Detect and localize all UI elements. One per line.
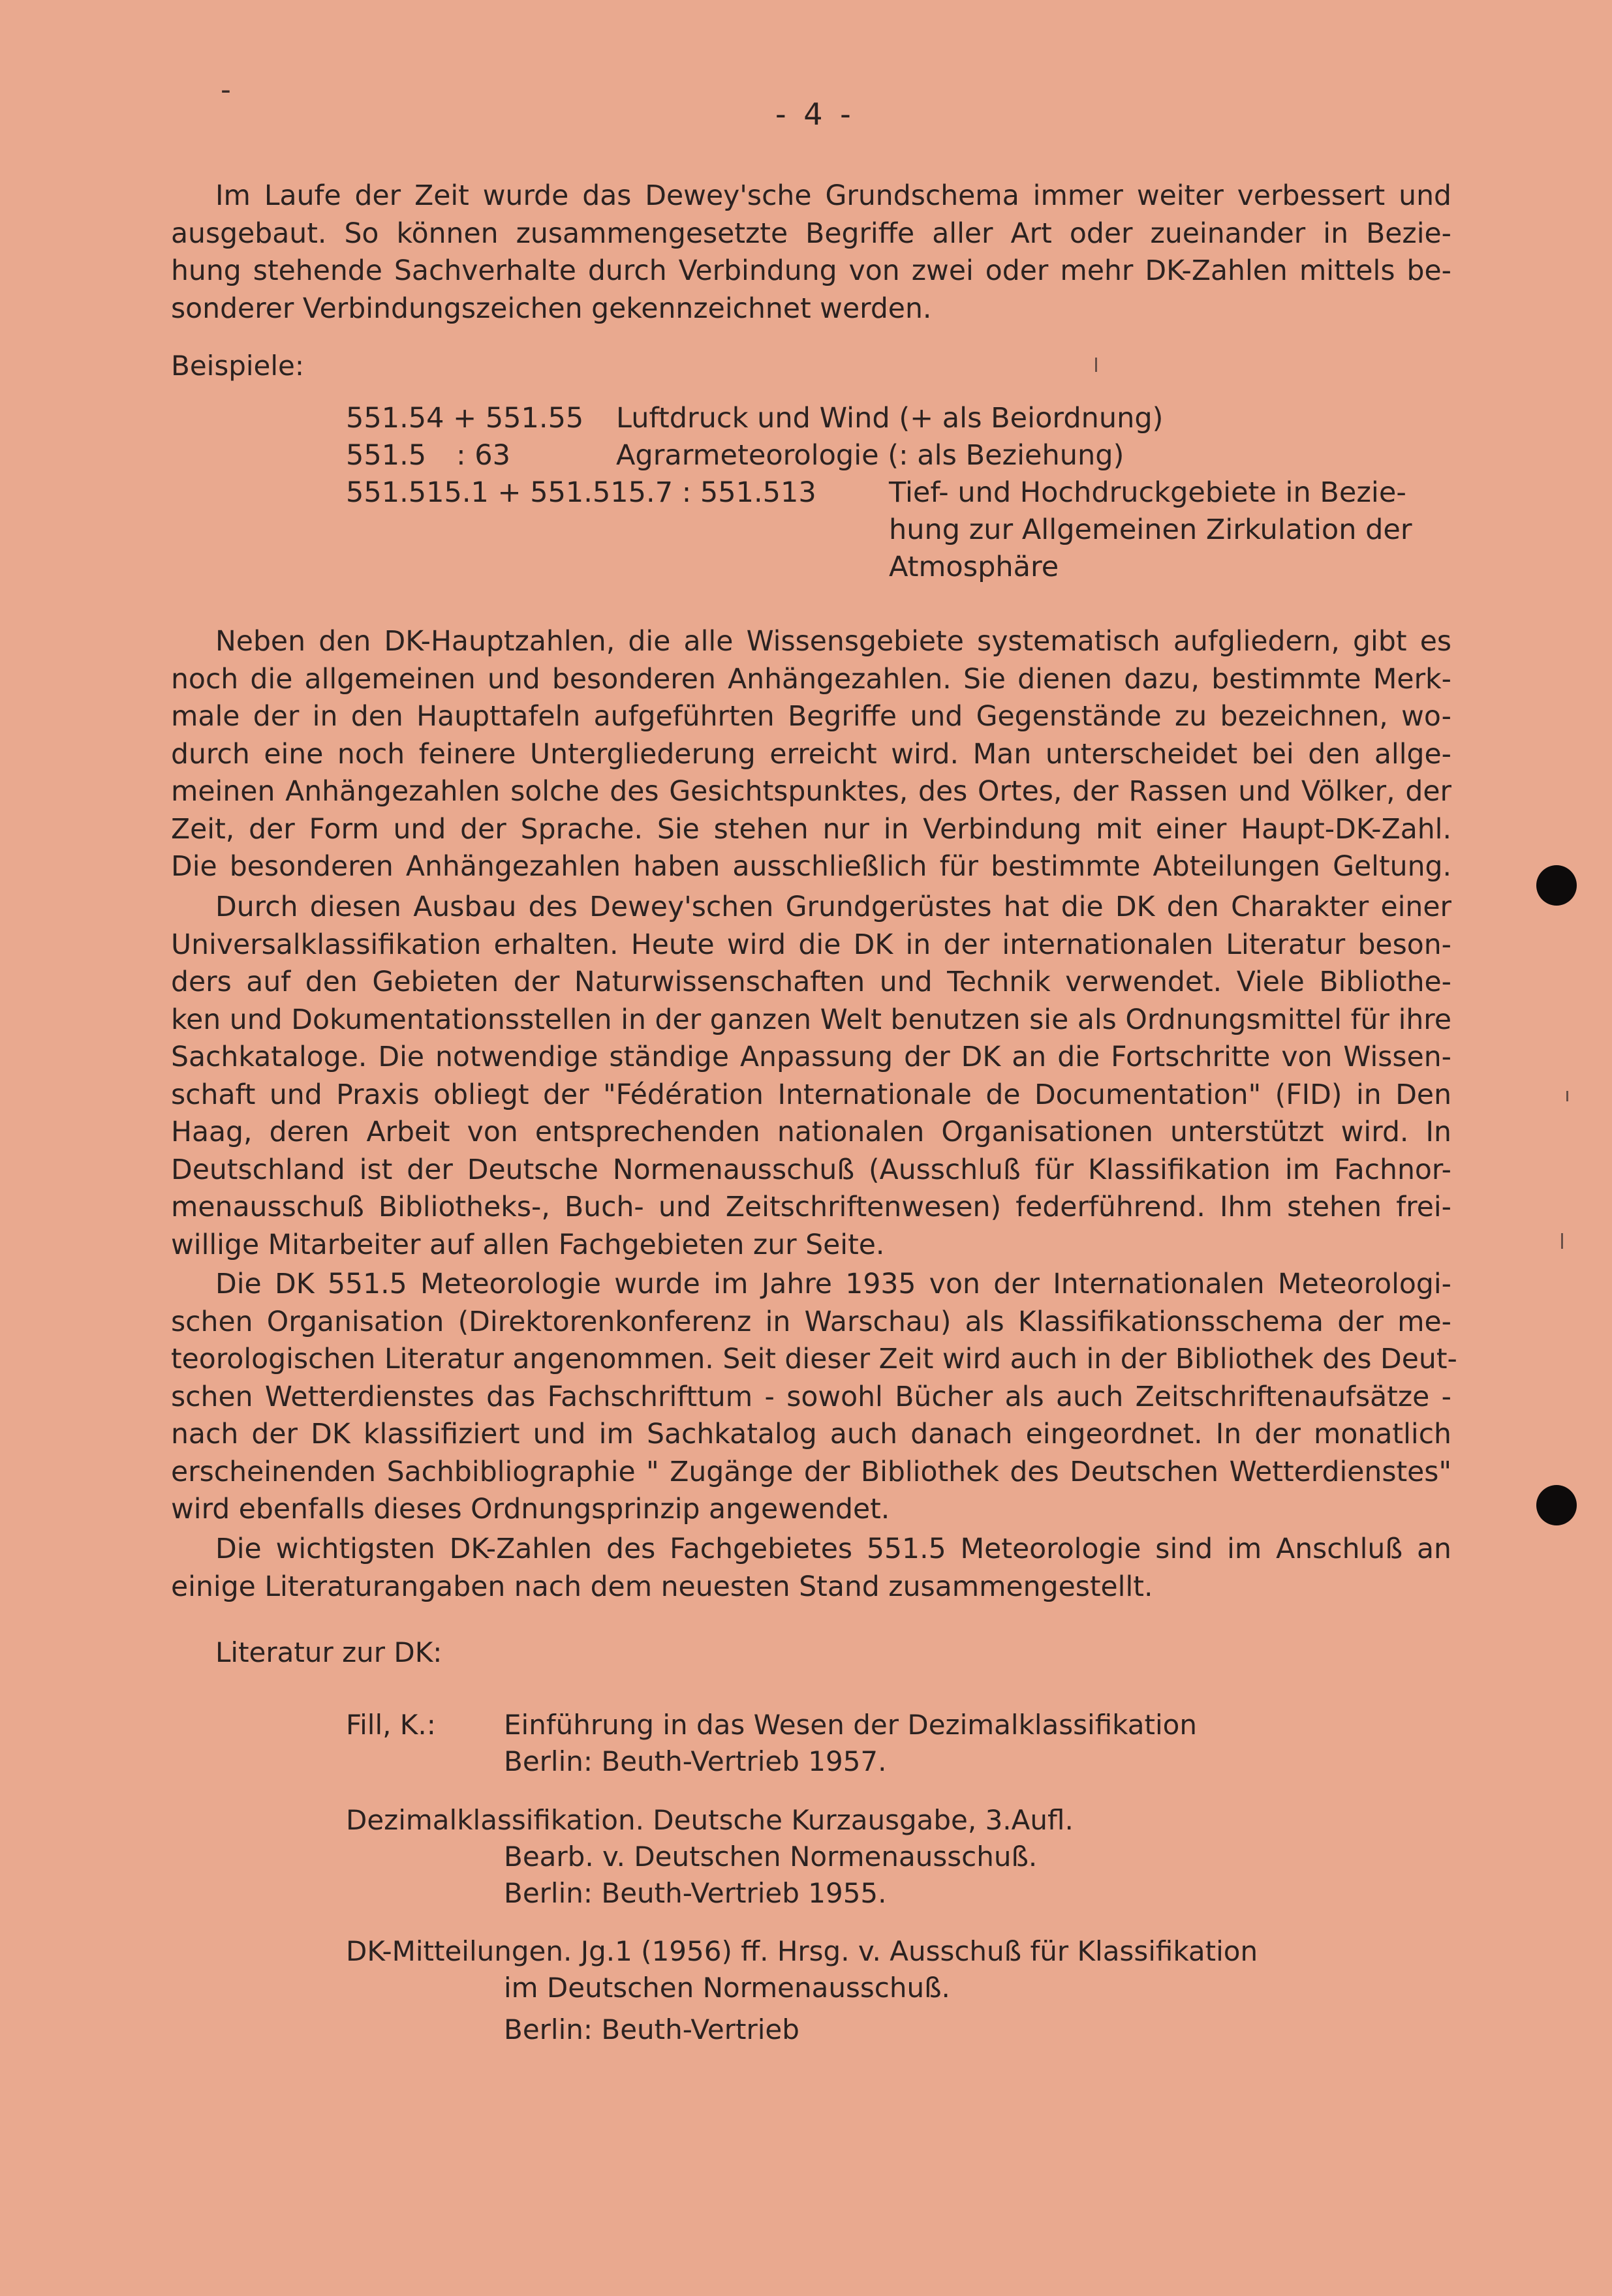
text-line: ders auf den Gebieten der Naturwissenschaften und Technik verwendet. Viele Bibliothe- — [171, 966, 1451, 998]
example-code: 551.515.1 + 551.515.7 : 551.513 — [346, 476, 816, 509]
text-line: nach der DK klassifiziert und im Sachkatalog auch danach eingeordnet. In der monatlich — [171, 1418, 1451, 1450]
text-line: einige Literaturangaben nach dem neuesten Stand zusammengestellt. — [171, 1570, 1153, 1603]
text-line: Deutschland ist der Deutsche Normenausschuß (Ausschluß für Klassifikation im Fachnor- — [171, 1154, 1451, 1186]
text-line: ausgebaut. So können zusammengesetzte Begriffe aller Art oder zueinander in Bezie- — [171, 217, 1451, 250]
example-text: Atmosphäre — [889, 551, 1059, 583]
margin-mark — [1566, 1091, 1568, 1101]
text-line: schen Wetterdienstes das Fachschrifttum - sowohl Bücher als auch Zeitschriftenaufsätze - — [171, 1381, 1451, 1413]
paragraph-universalklassifikation — [171, 889, 1451, 1264]
example-text: hung zur Allgemeinen Zirkulation der — [889, 513, 1412, 546]
text-line: noch die allgemeinen und besonderen Anhängezahlen. Sie dienen dazu, bestimmte Merk- — [171, 663, 1451, 696]
text-line: Universalklassifikation erhalten. Heute wird die DK in der internationalen Literatur beson- — [171, 928, 1451, 961]
literature-label: Literatur zur DK: — [215, 1636, 442, 1668]
text-line: Zeit, der Form und der Sprache. Sie stehen nur in Verbindung mit einer Haupt-DK-Zahl. — [171, 813, 1451, 846]
literature-line: Einführung in das Wesen der Dezimalklassifikation — [504, 1709, 1197, 1741]
text-line: meinen Anhängezahlen solche des Gesichtspunktes, des Ortes, der Rassen und Völker, der — [171, 776, 1451, 808]
text-line: menausschuß Bibliotheks-, Buch- und Zeitschriftenwesen) federführend. Ihm stehen frei- — [171, 1191, 1451, 1223]
literature-line: Berlin: Beuth-Vertrieb 1957. — [504, 1745, 887, 1777]
text-line: Die wichtigsten DK-Zahlen des Fachgebietes 551.5 Meteorologie sind im Anschluß an — [215, 1533, 1451, 1565]
literature-author: Fill, K.: — [346, 1709, 436, 1741]
text-line: willige Mitarbeiter auf allen Fachgebieten zur Seite. — [171, 1229, 885, 1261]
example-code: 551.54 + 551.55 — [346, 402, 584, 435]
punch-hole-top — [1536, 865, 1577, 906]
literature-title: Dezimalklassifikation. Deutsche Kurzausgabe, 3.Aufl. — [346, 1804, 1074, 1836]
text-line: male der in den Haupttafeln aufgeführten Begriffe und Gegenstände zu bezeichnen, wo- — [171, 701, 1451, 733]
literature-title: DK-Mitteilungen. Jg.1 (1956) ff. Hrsg. v. Ausschuß für Klassifikation — [346, 1935, 1258, 1967]
text-line: Durch diesen Ausbau des Dewey'schen Grundgerüstes hat die DK den Charakter einer — [215, 891, 1451, 923]
paragraph-meteorologie — [171, 1266, 1457, 1529]
examples-label: Beispiele: — [171, 350, 305, 382]
text-line: Die DK 551.5 Meteorologie wurde im Jahre 1935 von der Internationalen Meteorologi- — [215, 1268, 1451, 1300]
text-line: ken und Dokumentationsstellen in der ganzen Welt benutzen sie als Ordnungsmittel für ihre — [171, 1003, 1451, 1036]
text-line: teorologischen Literatur angenommen. Seit dieser Zeit wird auch in der Bibliothek des Deut- — [171, 1343, 1457, 1375]
literature-line: Berlin: Beuth-Vertrieb — [504, 2013, 799, 2045]
example-text: Luftdruck und Wind (+ als Beiordnung) — [616, 402, 1164, 435]
text-line: sonderer Verbindungszeichen gekennzeichnet werden. — [171, 292, 932, 325]
paragraph-intro — [171, 177, 1451, 328]
literature-line: Bearb. v. Deutschen Normenausschuß. — [504, 1841, 1038, 1873]
text-line: hung stehende Sachverhalte durch Verbindung von zwei oder mehr DK-Zahlen mittels be- — [171, 255, 1451, 287]
punch-hole-bottom — [1536, 1485, 1577, 1525]
page-number: - 4 - — [775, 97, 855, 132]
text-line: Neben den DK-Hauptzahlen, die alle Wissensgebiete systematisch aufgliedern, gibt es — [215, 626, 1451, 658]
example-text: Agrarmeteorologie (: als Beziehung) — [616, 439, 1124, 472]
text-line: schen Organisation (Direktorenkonferenz in Warschau) als Klassifikationsschema der me- — [171, 1306, 1451, 1338]
example-code: 551.5 : 63 — [346, 439, 510, 472]
text-line: erscheinenden Sachbibliographie " Zugänge der Bibliothek des Deutschen Wetterdienstes" — [171, 1456, 1451, 1488]
literature-line: im Deutschen Normenausschuß. — [504, 1972, 950, 2004]
text-line: durch eine noch feinere Untergliederung erreicht wird. Man unterscheidet bei den allge- — [171, 738, 1451, 771]
literature-line: Berlin: Beuth-Vertrieb 1955. — [504, 1877, 887, 1909]
text-line: Sachkataloge. Die notwendige ständige Anpassung der DK an die Fortschritte von Wissen- — [171, 1041, 1451, 1073]
text-line: schaft und Praxis obliegt der "Fédération Internationale de Documentation" (FID) in Den — [171, 1079, 1451, 1111]
text-line: wird ebenfalls dieses Ordnungsprinzip angewendet. — [171, 1493, 890, 1525]
paragraph-dk-zahlen — [171, 1531, 1451, 1606]
text-line: Im Laufe der Zeit wurde das Dewey'sche Grundschema immer weiter verbessert und — [215, 180, 1451, 212]
paragraph-anhaengezahlen — [171, 623, 1451, 886]
margin-mark — [1095, 358, 1097, 372]
margin-dash: - — [221, 73, 231, 106]
text-line: Die besonderen Anhängezahlen haben ausschließlich für bestimmte Abteilungen Geltung. — [171, 851, 1451, 883]
example-text: Tief- und Hochdruckgebiete in Bezie- — [889, 476, 1406, 509]
text-line: Haag, deren Arbeit von entsprechenden nationalen Organisationen unterstützt wird. In — [171, 1116, 1451, 1148]
margin-mark — [1561, 1233, 1563, 1249]
